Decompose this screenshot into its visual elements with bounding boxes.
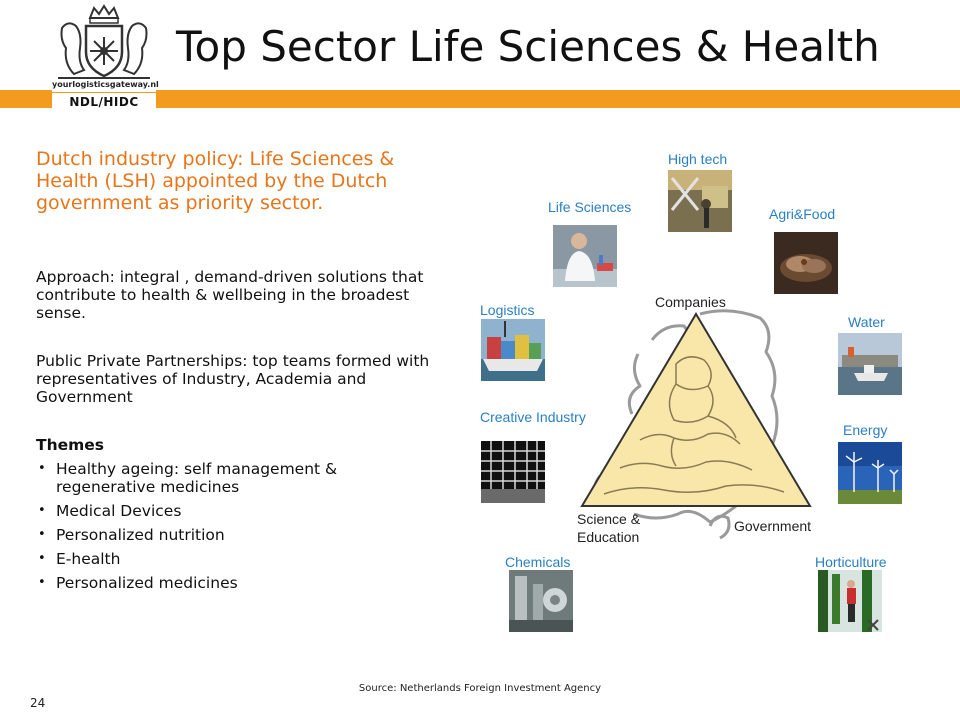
water-photo xyxy=(838,333,902,395)
list-item: • Personalized medicines xyxy=(36,574,416,592)
sector-label-energy: Energy xyxy=(843,422,888,438)
logo-abbreviation: NDL/HIDC xyxy=(69,95,139,109)
sector-label-logistics: Logistics xyxy=(480,302,535,318)
logistics-photo xyxy=(481,319,545,381)
creative-industry-photo xyxy=(481,441,545,503)
horticulture-photo xyxy=(818,570,882,632)
ppp-text: Public Private Partnerships: top teams formed with representatives of Industry, Academia and Government xyxy=(36,352,430,406)
list-item: • E-health xyxy=(36,550,416,568)
sector-label-water: Water xyxy=(848,314,885,330)
sector-label-high-tech: High tech xyxy=(668,151,728,167)
sector-label-agri-food: Agri&Food xyxy=(769,206,836,222)
sector-label-horticulture: Horticulture xyxy=(815,554,887,570)
logo-url: yourlogisticsgateway.nl xyxy=(52,80,159,89)
themes-heading: Themes xyxy=(36,436,105,454)
energy-photo xyxy=(838,442,902,504)
agri-food-photo xyxy=(774,232,838,294)
list-item: • Healthy ageing: self management & regenerative medicines xyxy=(36,460,416,496)
page-title: Top Sector Life Sciences & Health xyxy=(176,22,880,71)
sector-label-life-sciences: Life Sciences xyxy=(548,199,632,215)
list-item: • Personalized nutrition xyxy=(36,526,416,544)
triangle-diagram xyxy=(580,312,812,508)
life-sciences-photo xyxy=(553,225,617,287)
list-item: • Medical Devices xyxy=(36,502,416,520)
approach-text: Approach: integral , demand-driven solutions that contribute to health & wellbeing in the broadest sense. xyxy=(36,268,424,322)
source-note: Source: Netherlands Foreign Investment Agency xyxy=(358,683,602,694)
high-tech-photo xyxy=(668,170,732,232)
sector-label-chemicals: Chemicals xyxy=(505,554,571,570)
chemicals-photo xyxy=(509,570,573,632)
themes-list xyxy=(36,460,416,598)
coat-of-arms-icon xyxy=(52,4,156,82)
page-number: 24 xyxy=(30,696,46,710)
intro-text: Dutch industry policy: Life Sciences & Health (LSH) appointed by the Dutch government as priority sector. xyxy=(36,148,395,214)
triangle-shape xyxy=(582,314,810,506)
corner-companies: Companies xyxy=(655,294,726,310)
corner-science-education: Science & Education xyxy=(577,511,641,545)
sector-label-creative-industry: Creative Industry xyxy=(480,409,586,425)
corner-government: Government xyxy=(734,518,812,534)
